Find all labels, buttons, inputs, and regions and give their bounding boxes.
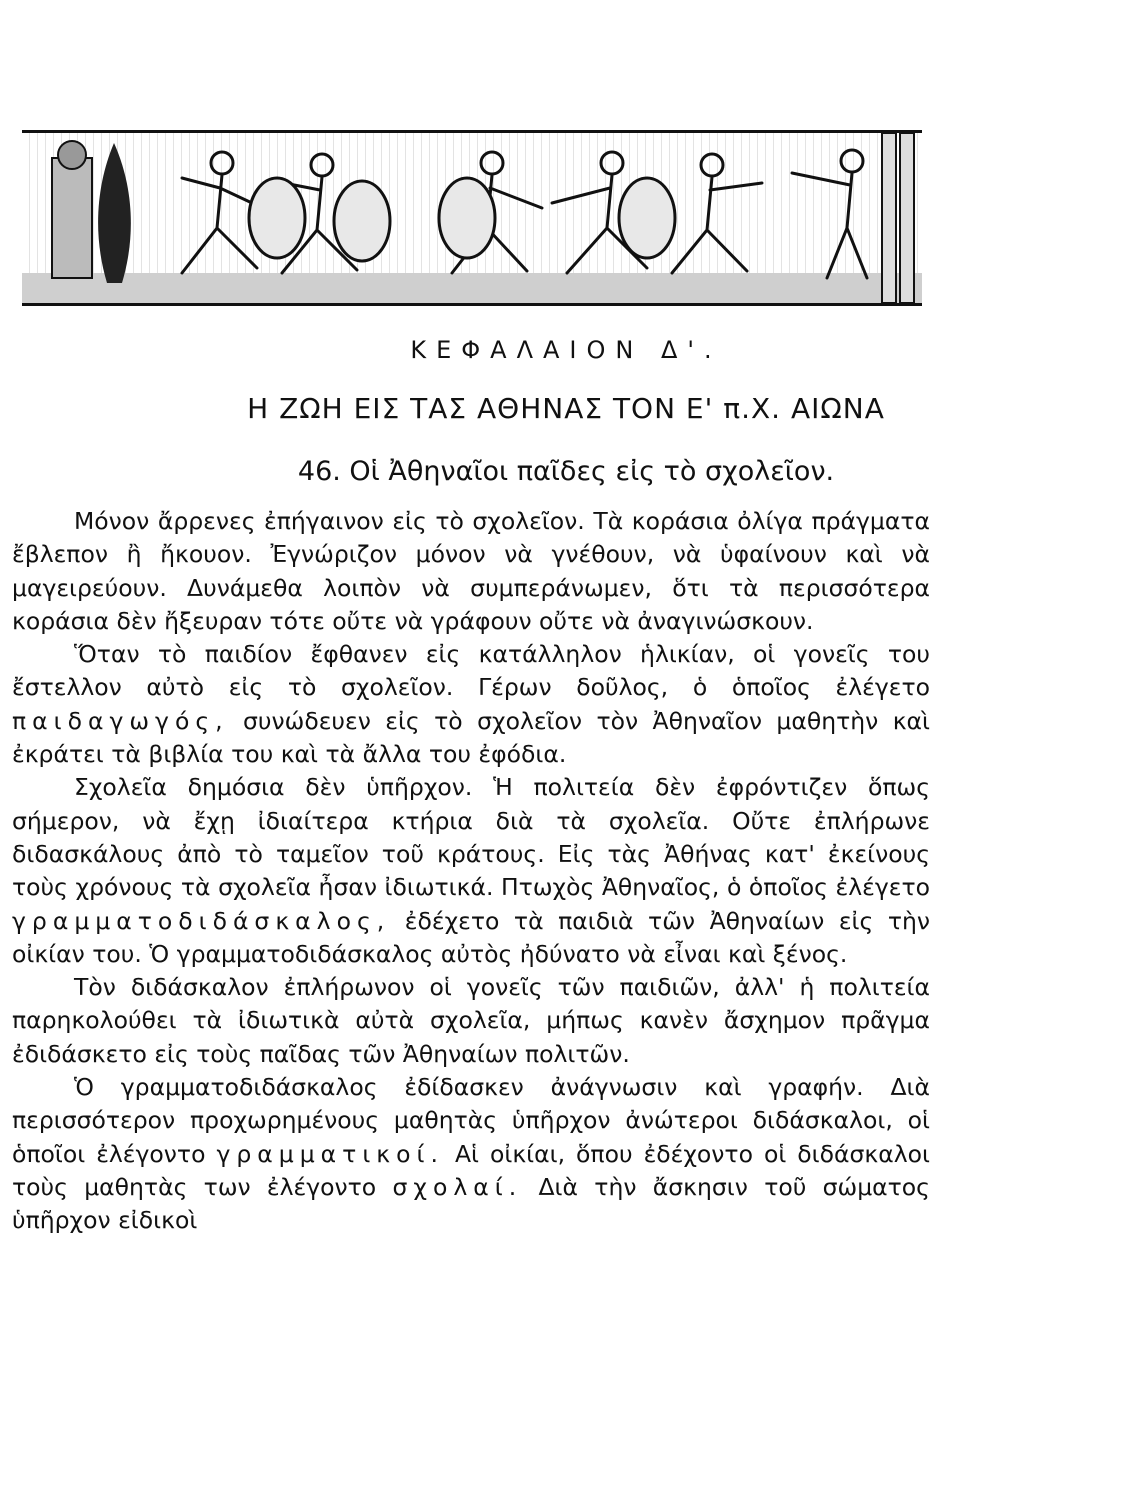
greek-frieze-runners-icon xyxy=(22,133,922,303)
paragraph-3-part-a: Σχολεῖα δημόσια δὲν ὑπῆρχον. Ἡ πολιτεία δὲν ἐφρόντιζεν ὅπως σήμερον, νὰ ἔχῃ ἰδιαίτερα κτήρια διὰ τὰ σχολεῖα. Οὔτε ἐπλήρωνε διδασκάλους ἀπὸ τὸ ταμεῖον τοῦ κράτους. Εἰς τὰς Ἀθήνας κατ' ἐκείνους τοὺς χρόνους τὰ σχολεῖα ἦσαν ἰδιωτικά. Πτωχὸς Ἀθηναῖος, ὁ ὁποῖος ἐλέγετο xyxy=(12,773,930,902)
paragraph-3 xyxy=(12,771,930,971)
body-text xyxy=(12,505,930,1238)
paragraph-5-part-a: Ὁ γραμματοδιδάσκαλος ἐδίδασκεν ἀνάγνωσιν καὶ γραφήν. Διὰ περισσότερον προχωρημένους μαθητὰς ὑπῆρχον ἀνώτεροι διδάσκαλοι, οἱ ὁποῖοι ἐλέγοντο xyxy=(12,1073,930,1168)
paragraph-1: Μόνον ἄρρενες ἐπήγαινον εἰς τὸ σχολεῖον. Τὰ κοράσια ὀλίγα πράγματα ἔβλεπον ἢ ἤκουον. Ἐγνώριζον μόνον νὰ γνέθουν, νὰ ὑφαίνουν καὶ νὰ μαγειρεύουν. Δυνάμεθα λοιπὸν νὰ συμπεράνωμεν, ὅτι τὰ περισσότερα κοράσια δὲν ἤξευραν τότε οὔτε νὰ γράφουν οὔτε νὰ ἀναγινώσκουν. xyxy=(12,507,930,635)
chapter-title: Η ΖΩΗ ΕΙΣ ΤΑΣ ΑΘΗΝΑΣ ΤΟΝ Ε' π.Χ. ΑΙΩΝΑ xyxy=(247,392,885,425)
term-scholai: σχολαί. xyxy=(392,1172,523,1201)
term-grammatodidaskalos: γραμματοδιδάσκαλος, xyxy=(12,906,391,935)
chapter-label: ΚΕΦΑΛΑΙΟΝ Δ'. xyxy=(410,336,722,364)
section-title: 46. Οἱ Ἀθηναῖοι παῖδες εἰς τὸ σχολεῖον. xyxy=(297,456,835,487)
paragraph-5-part-b: Αἱ οἰκίαι, ὅπου ἐδέχοντο οἱ διδάσκαλοι τοὺς μαθητὰς των ἐλέγοντο xyxy=(12,1139,930,1201)
frieze-illustration xyxy=(22,130,922,306)
paragraph-4: Τὸν διδάσκαλον ἐπλήρωνον οἱ γονεῖς τῶν παιδιῶν, ἀλλ' ἡ πολιτεία παρηκολούθει τὰ ἰδιωτικὰ αὐτὰ σχολεῖα, μήπως κανὲν ἄσχημον πρᾶγμα ἐδιδάσκετο εἰς τοὺς παῖδας τῶν Ἀθηναίων πολιτῶν. xyxy=(12,973,930,1068)
paragraph-3-part-b: ἐδέχετο τὰ παιδιὰ τῶν Ἀθηναίων εἰς τὴν οἰκίαν του. Ὁ γραμματοδιδάσκαλος αὐτὸς ἠδύνατο νὰ εἶναι καὶ ξένος. xyxy=(12,906,930,968)
paragraph-5 xyxy=(12,1071,930,1237)
paragraph-2 xyxy=(12,638,930,771)
term-grammatikoi: γραμματικοί. xyxy=(216,1139,444,1168)
term-paidagogos: παιδαγωγός, xyxy=(12,706,229,735)
paragraph-2-part-b: συνώδευεν εἰς τὸ σχολεῖον τὸν Ἀθηναῖον μαθητὴν καὶ ἐκράτει τὰ βιβλία του καὶ τὰ ἄλλα του ἐφόδια. xyxy=(12,706,930,769)
paragraph-2-part-a: Ὅταν τὸ παιδίον ἔφθανεν εἰς κατάλληλον ἡλικίαν, οἱ γονεῖς του ἔστελλον αὐτὸ εἰς τὸ σχολεῖον. Γέρων δοῦλος, ὁ ὁποῖος ἐλέγετο xyxy=(12,640,930,702)
paragraph-5-part-c: Διὰ τὴν ἄσκησιν τοῦ σώματος ὑπῆρχον εἰδικοὶ xyxy=(12,1172,930,1235)
